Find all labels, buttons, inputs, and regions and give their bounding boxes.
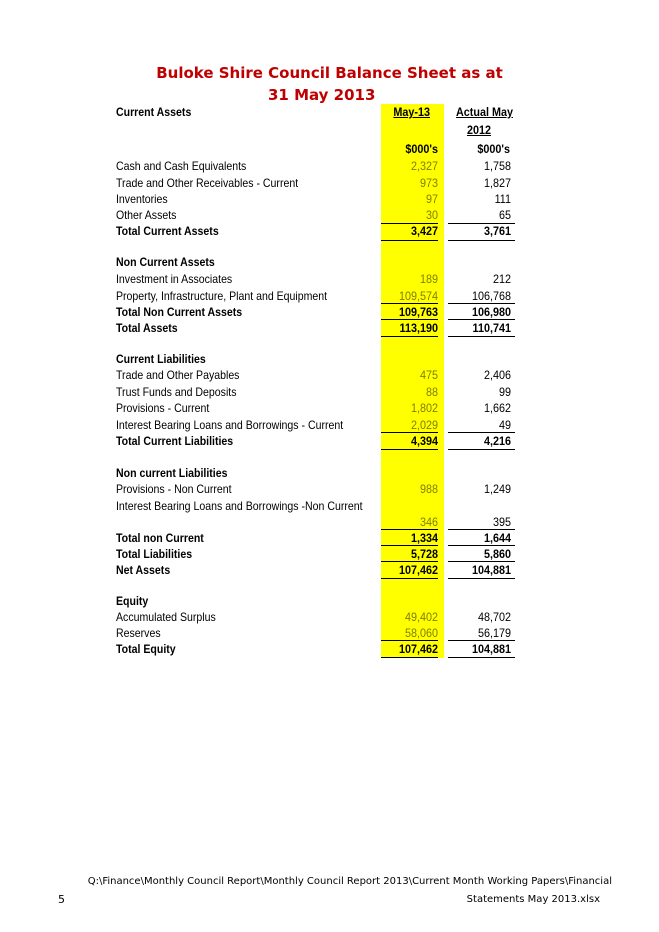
value-may13: 189 <box>419 272 438 286</box>
rule-line <box>381 223 438 224</box>
value-actual-may2012: 48,702 <box>477 610 511 624</box>
sheet-title-line2: 31 May 2013 <box>268 86 376 104</box>
value-may13: 88 <box>425 385 438 399</box>
row-label: Cash and Cash Equivalents <box>116 159 247 173</box>
rule-line <box>448 303 515 304</box>
row-label: Trade and Other Payables <box>116 368 240 382</box>
table-row <box>0 465 659 482</box>
row-label: Total Assets <box>116 321 178 335</box>
rule-line <box>448 449 515 450</box>
row-label: Total Current Assets <box>116 224 219 238</box>
row-label: Total non Current <box>116 531 204 545</box>
table-row <box>0 641 659 658</box>
file-path-line2: Statements May 2013.xlsx <box>466 894 600 905</box>
row-label: Property, Infrastructure, Plant and Equipment <box>116 289 328 303</box>
table-row <box>0 254 659 271</box>
value-actual-may2012: 2,406 <box>483 368 511 382</box>
value-actual-may2012: 56,179 <box>477 626 511 640</box>
value-actual-may2012: 1,758 <box>483 159 511 173</box>
value-actual-may2012: 1,249 <box>483 482 511 496</box>
row-label: Total Non Current Assets <box>116 305 243 319</box>
table-row <box>0 498 659 515</box>
value-actual-may2012: 110,741 <box>472 321 511 335</box>
table-row <box>0 514 659 531</box>
value-may13: 973 <box>419 176 438 190</box>
table-row <box>0 207 659 224</box>
sheet-title-line1: Buloke Shire Council Balance Sheet as at <box>156 64 503 82</box>
value-actual-may2012: 4,216 <box>483 434 511 448</box>
value-may13: 107,462 <box>398 642 438 656</box>
row-label: Other Assets <box>116 208 177 222</box>
rule-line <box>381 336 438 337</box>
value-actual-may2012: 49 <box>498 418 511 432</box>
value-actual-may2012: 1,662 <box>483 401 511 415</box>
table-row <box>0 384 659 401</box>
table-row <box>0 158 659 175</box>
value-may13: 2,029 <box>410 418 438 432</box>
row-label: Non Current Assets <box>116 255 215 269</box>
rule-line <box>448 657 515 658</box>
row-label: Accumulated Surplus <box>116 610 216 624</box>
rule-line <box>448 432 515 433</box>
rule-line <box>448 223 515 224</box>
value-may13: 113,190 <box>399 321 438 335</box>
value-may13: 988 <box>419 482 438 496</box>
value-actual-may2012: 99 <box>498 385 511 399</box>
rule-line <box>448 561 515 562</box>
rule-line <box>448 578 515 579</box>
unit-col2: $000's <box>477 142 510 156</box>
value-actual-may2012: 212 <box>492 272 511 286</box>
value-may13: 97 <box>425 192 438 206</box>
table-row <box>0 320 659 337</box>
value-actual-may2012: 1,827 <box>483 176 511 190</box>
value-may13: 346 <box>419 515 438 529</box>
row-label: Investment in Associates <box>116 272 233 286</box>
row-label: Inventories <box>116 192 168 206</box>
rule-line <box>381 640 438 641</box>
row-label: Provisions - Non Current <box>116 482 232 496</box>
value-actual-may2012: 3,761 <box>483 224 511 238</box>
value-actual-may2012: 1,644 <box>483 531 511 545</box>
page-number: 5 <box>58 893 65 906</box>
value-actual-may2012: 65 <box>498 208 511 222</box>
table-row <box>0 593 659 610</box>
rule-line <box>381 240 438 241</box>
section-current-assets: Current Assets <box>116 105 192 119</box>
table-row <box>0 191 659 208</box>
col-actual-header-line1: Actual May <box>455 105 513 119</box>
table-row <box>0 271 659 288</box>
unit-col1: $000's <box>405 142 438 156</box>
table-row <box>0 351 659 368</box>
rule-line <box>381 545 438 546</box>
value-may13: 30 <box>425 208 438 222</box>
table-row <box>0 175 659 192</box>
value-may13: 109,574 <box>398 289 438 303</box>
value-actual-may2012: 104,881 <box>471 642 511 656</box>
rule-line <box>448 545 515 546</box>
value-actual-may2012: 111 <box>494 192 511 206</box>
row-label: Current Liabilities <box>116 352 206 366</box>
value-may13: 475 <box>419 368 438 382</box>
table-row <box>0 625 659 642</box>
table-row <box>0 400 659 417</box>
value-may13: 1,802 <box>410 401 438 415</box>
value-may13: 2,327 <box>410 159 438 173</box>
table-row <box>0 417 659 434</box>
row-label: Provisions - Current <box>116 401 210 415</box>
value-actual-may2012: 5,860 <box>483 547 511 561</box>
table-row <box>0 223 659 240</box>
value-actual-may2012: 104,881 <box>471 563 511 577</box>
value-may13: 49,402 <box>404 610 438 624</box>
row-label: Interest Bearing Loans and Borrowings -Non Current <box>116 499 363 513</box>
row-label: Total Equity <box>116 642 176 656</box>
table-row <box>0 367 659 384</box>
rule-line <box>381 578 438 579</box>
row-label: Trust Funds and Deposits <box>116 385 237 399</box>
rule-line <box>381 529 438 530</box>
value-actual-may2012: 395 <box>492 515 511 529</box>
rule-line <box>448 529 515 530</box>
table-row <box>0 609 659 626</box>
rule-line <box>381 657 438 658</box>
header-row-2 <box>0 122 659 139</box>
value-may13: 4,394 <box>410 434 438 448</box>
value-actual-may2012: 106,768 <box>471 289 511 303</box>
value-may13: 5,728 <box>410 547 438 561</box>
row-label: Reserves <box>116 626 161 640</box>
value-may13: 58,060 <box>404 626 438 640</box>
header-row <box>0 104 659 121</box>
rule-line <box>448 640 515 641</box>
row-label: Total Liabilities <box>116 547 193 561</box>
row-label: Net Assets <box>116 563 171 577</box>
table-row <box>0 530 659 547</box>
row-label: Interest Bearing Loans and Borrowings - Current <box>116 418 344 432</box>
value-may13: 109,763 <box>398 305 438 319</box>
table-row <box>0 481 659 498</box>
table-row <box>0 546 659 563</box>
row-label: Equity <box>116 594 149 608</box>
table-row <box>0 304 659 321</box>
table-row <box>0 288 659 305</box>
value-may13: 107,462 <box>398 563 438 577</box>
rule-line <box>448 319 515 320</box>
rule-line <box>381 319 438 320</box>
value-may13: 3,427 <box>410 224 438 238</box>
units-row <box>0 141 659 158</box>
row-label: Trade and Other Receivables - Current <box>116 176 299 190</box>
table-row <box>0 433 659 450</box>
rule-line <box>448 336 515 337</box>
file-path-line1: Q:\Finance\Monthly Council Report\Monthly Council Report 2013\Current Month Working Papers\Financial <box>87 876 612 887</box>
value-may13: 1,334 <box>410 531 438 545</box>
col-may13-header: May-13 <box>393 105 430 119</box>
rule-line <box>381 303 438 304</box>
row-label: Total Current Liabilities <box>116 434 234 448</box>
col-actual-header-line2: 2012 <box>466 123 491 137</box>
value-actual-may2012: 106,980 <box>471 305 511 319</box>
rule-line <box>381 432 438 433</box>
rule-line <box>448 240 515 241</box>
rule-line <box>381 561 438 562</box>
rule-line <box>381 449 438 450</box>
table-row <box>0 562 659 579</box>
row-label: Non current Liabilities <box>116 466 228 480</box>
